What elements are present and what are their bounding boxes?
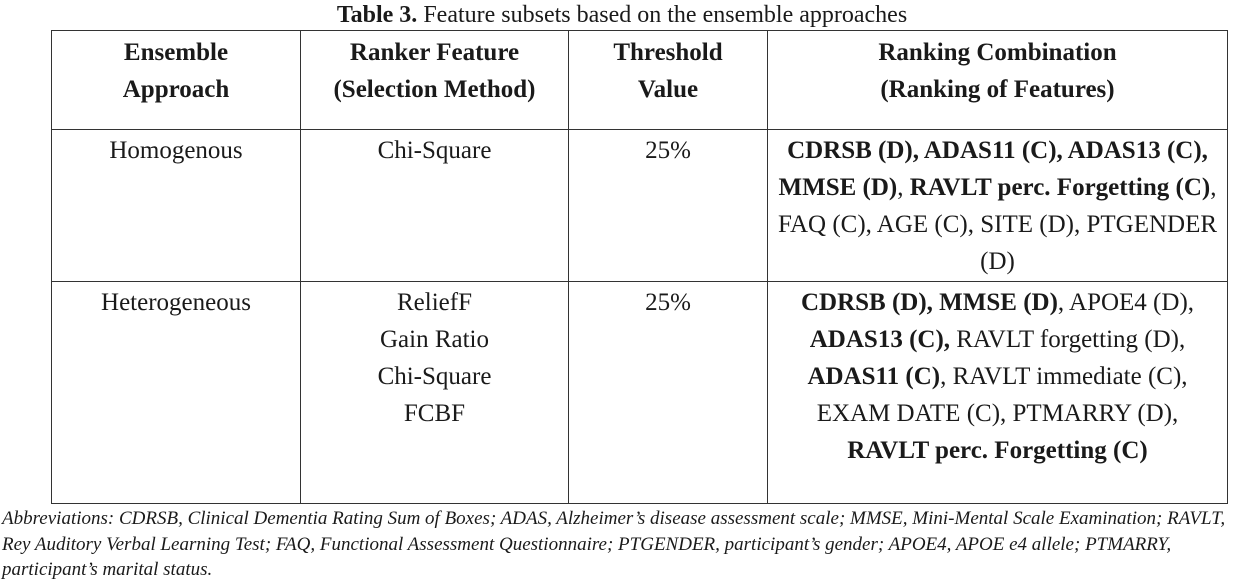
table-row [52, 130, 1228, 282]
header-ensemble-approach: Ensemble Approach [52, 31, 301, 130]
table-caption [0, 0, 1244, 30]
header-ranker-feature: Ranker Feature (Selection Method) [301, 31, 569, 130]
header-threshold-value: Threshold Value [569, 31, 768, 130]
table-row [52, 282, 1228, 504]
cell-threshold: 25% [569, 130, 768, 282]
cell-methods: Chi-Square [301, 130, 569, 282]
header-ranking-combination: Ranking Combination (Ranking of Features) [768, 31, 1228, 130]
table-caption-label: Table 3. [336, 2, 418, 28]
table-header-row [52, 31, 1228, 130]
table-footnote: Abbreviations: CDRSB, Clinical Dementia Rating Sum of Boxes; ADAS, Alzheimer’s disease assessment scale; MMSE, Mini-Mental Scale Examination; RAVLT, Rey Auditory Verbal Learning Test; FAQ, Functional Assessment Questionnaire; PTGENDER, participant’s gender; APOE4, APOE e4 allele; PTMARRY, participant’s marital status. [2, 508, 1226, 580]
cell-combination: CDRSB (D), MMSE (D), APOE4 (D), ADAS13 (C), RAVLT forgetting (D), ADAS11 (C), RAVLT immediate (C), EXAM DATE (C), PTMARRY (D), RAVLT perc. Forgetting (C) [768, 282, 1228, 504]
cell-methods: ReliefF Gain Ratio Chi-Square FCBF [301, 282, 569, 504]
cell-approach: Homogenous [52, 130, 301, 282]
cell-approach: Heterogeneous [52, 282, 301, 504]
table-caption-text: Feature subsets based on the ensemble approaches [423, 2, 908, 28]
cell-combination: CDRSB (D), ADAS11 (C), ADAS13 (C), MMSE (D), RAVLT perc. Forgetting (C), FAQ (C), AGE (C), SITE (D), PTGENDER (D) [768, 130, 1228, 282]
feature-subsets-table [51, 30, 1228, 504]
cell-threshold: 25% [569, 282, 768, 504]
